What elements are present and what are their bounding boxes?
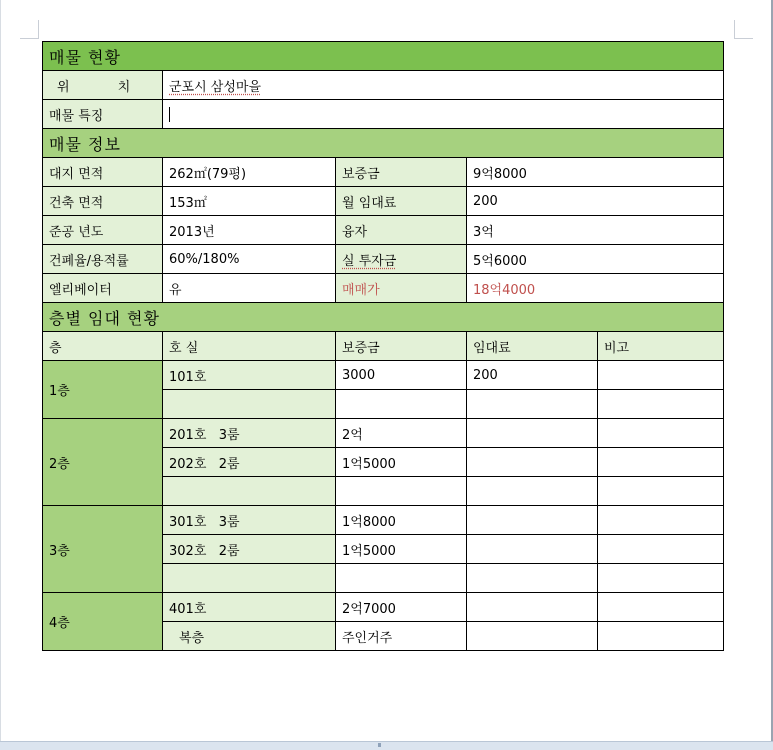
info-label: 건축 면적 [43,187,163,216]
unit-cell[interactable] [163,390,336,419]
rent-cell[interactable]: 200 [467,361,598,390]
info-label: 대지 면적 [43,158,163,187]
info-value[interactable]: 9억8000 [467,158,724,187]
features-row [43,100,724,129]
rent-cell[interactable] [467,390,598,419]
info-value[interactable]: 유 [163,274,336,303]
location-label: 위 치 [43,71,163,100]
info-value[interactable]: 3억 [467,216,724,245]
info-label: 엘리베이터 [43,274,163,303]
info-value[interactable]: 200 [467,187,724,216]
note-cell[interactable] [598,477,724,506]
note-cell[interactable] [598,506,724,535]
property-table [42,41,724,651]
deposit-cell[interactable] [336,390,467,419]
rental-row [43,506,724,535]
info-value[interactable]: 5억6000 [467,245,724,274]
note-cell[interactable] [598,419,724,448]
rental-row [43,593,724,622]
rental-header-row [43,332,724,361]
features-label: 매물 특징 [43,100,163,129]
deposit-cell[interactable]: 2억 [336,419,467,448]
unit-cell[interactable]: 복층 [163,622,336,651]
crop-mark-top-right [734,20,753,39]
info-value[interactable]: 153㎡ [163,187,336,216]
info-label: 보증금 [336,158,467,187]
note-cell[interactable] [598,448,724,477]
sale-price-value[interactable]: 18억4000 [467,274,724,303]
note-cell[interactable] [598,564,724,593]
rental-row [43,419,724,448]
floor-label: 4층 [43,593,163,651]
crop-mark-top-left [20,20,39,39]
info-value[interactable]: 262㎡(79평) [163,158,336,187]
rental-row [43,361,724,390]
info-label: 건폐율/용적률 [43,245,163,274]
unit-cell[interactable]: 301호 3룸 [163,506,336,535]
note-cell[interactable] [598,593,724,622]
info-row [43,187,724,216]
header-note: 비고 [598,332,724,361]
rent-cell[interactable] [467,477,598,506]
header-rent: 임대료 [467,332,598,361]
rent-cell[interactable] [467,448,598,477]
note-cell[interactable] [598,361,724,390]
info-label: 월 임대료 [336,187,467,216]
info-section-title: 매물 정보 [43,129,724,158]
property-section-row [43,42,724,71]
location-value-cell[interactable] [163,71,724,100]
deposit-cell[interactable]: 1억5000 [336,448,467,477]
info-row [43,274,724,303]
sale-price-label: 매매가 [336,274,467,303]
location-value: 군포시 삼성마을 [169,79,262,95]
rent-cell[interactable] [467,506,598,535]
floor-label: 3층 [43,506,163,593]
unit-cell[interactable]: 201호 3룸 [163,419,336,448]
location-row [43,71,724,100]
info-value[interactable]: 60%/180% [163,245,336,274]
deposit-cell[interactable]: 주인거주 [336,622,467,651]
floor-label: 2층 [43,419,163,506]
unit-cell[interactable]: 401호 [163,593,336,622]
info-section-row [43,129,724,158]
info-row [43,158,724,187]
text-cursor [169,107,170,122]
rent-cell[interactable] [467,622,598,651]
deposit-cell[interactable]: 3000 [336,361,467,390]
info-label-text: 실 투자금 [342,253,397,269]
unit-cell[interactable] [163,477,336,506]
unit-cell[interactable]: 302호 2룸 [163,535,336,564]
page-left-edge [0,0,1,742]
rental-section-row [43,303,724,332]
deposit-cell[interactable] [336,477,467,506]
deposit-cell[interactable]: 2억7000 [336,593,467,622]
deposit-cell[interactable]: 1억5000 [336,535,467,564]
floor-label: 1층 [43,361,163,419]
scroll-marker [378,743,381,747]
note-cell[interactable] [598,622,724,651]
rent-cell[interactable] [467,593,598,622]
info-label [336,245,467,274]
rent-cell[interactable] [467,419,598,448]
features-value-cell[interactable] [163,100,724,129]
deposit-cell[interactable]: 1억8000 [336,506,467,535]
info-row [43,245,724,274]
unit-cell[interactable]: 101호 [163,361,336,390]
note-cell[interactable] [598,390,724,419]
rent-cell[interactable] [467,535,598,564]
rent-cell[interactable] [467,564,598,593]
note-cell[interactable] [598,535,724,564]
info-label: 융자 [336,216,467,245]
unit-cell[interactable]: 202호 2룸 [163,448,336,477]
header-unit: 호 실 [163,332,336,361]
info-row [43,216,724,245]
header-floor: 층 [43,332,163,361]
deposit-cell[interactable] [336,564,467,593]
info-label: 준공 년도 [43,216,163,245]
unit-cell[interactable] [163,564,336,593]
rental-section-title: 층별 임대 현황 [43,303,724,332]
info-value[interactable]: 2013년 [163,216,336,245]
header-deposit: 보증금 [336,332,467,361]
property-section-title: 매물 현황 [43,42,724,71]
